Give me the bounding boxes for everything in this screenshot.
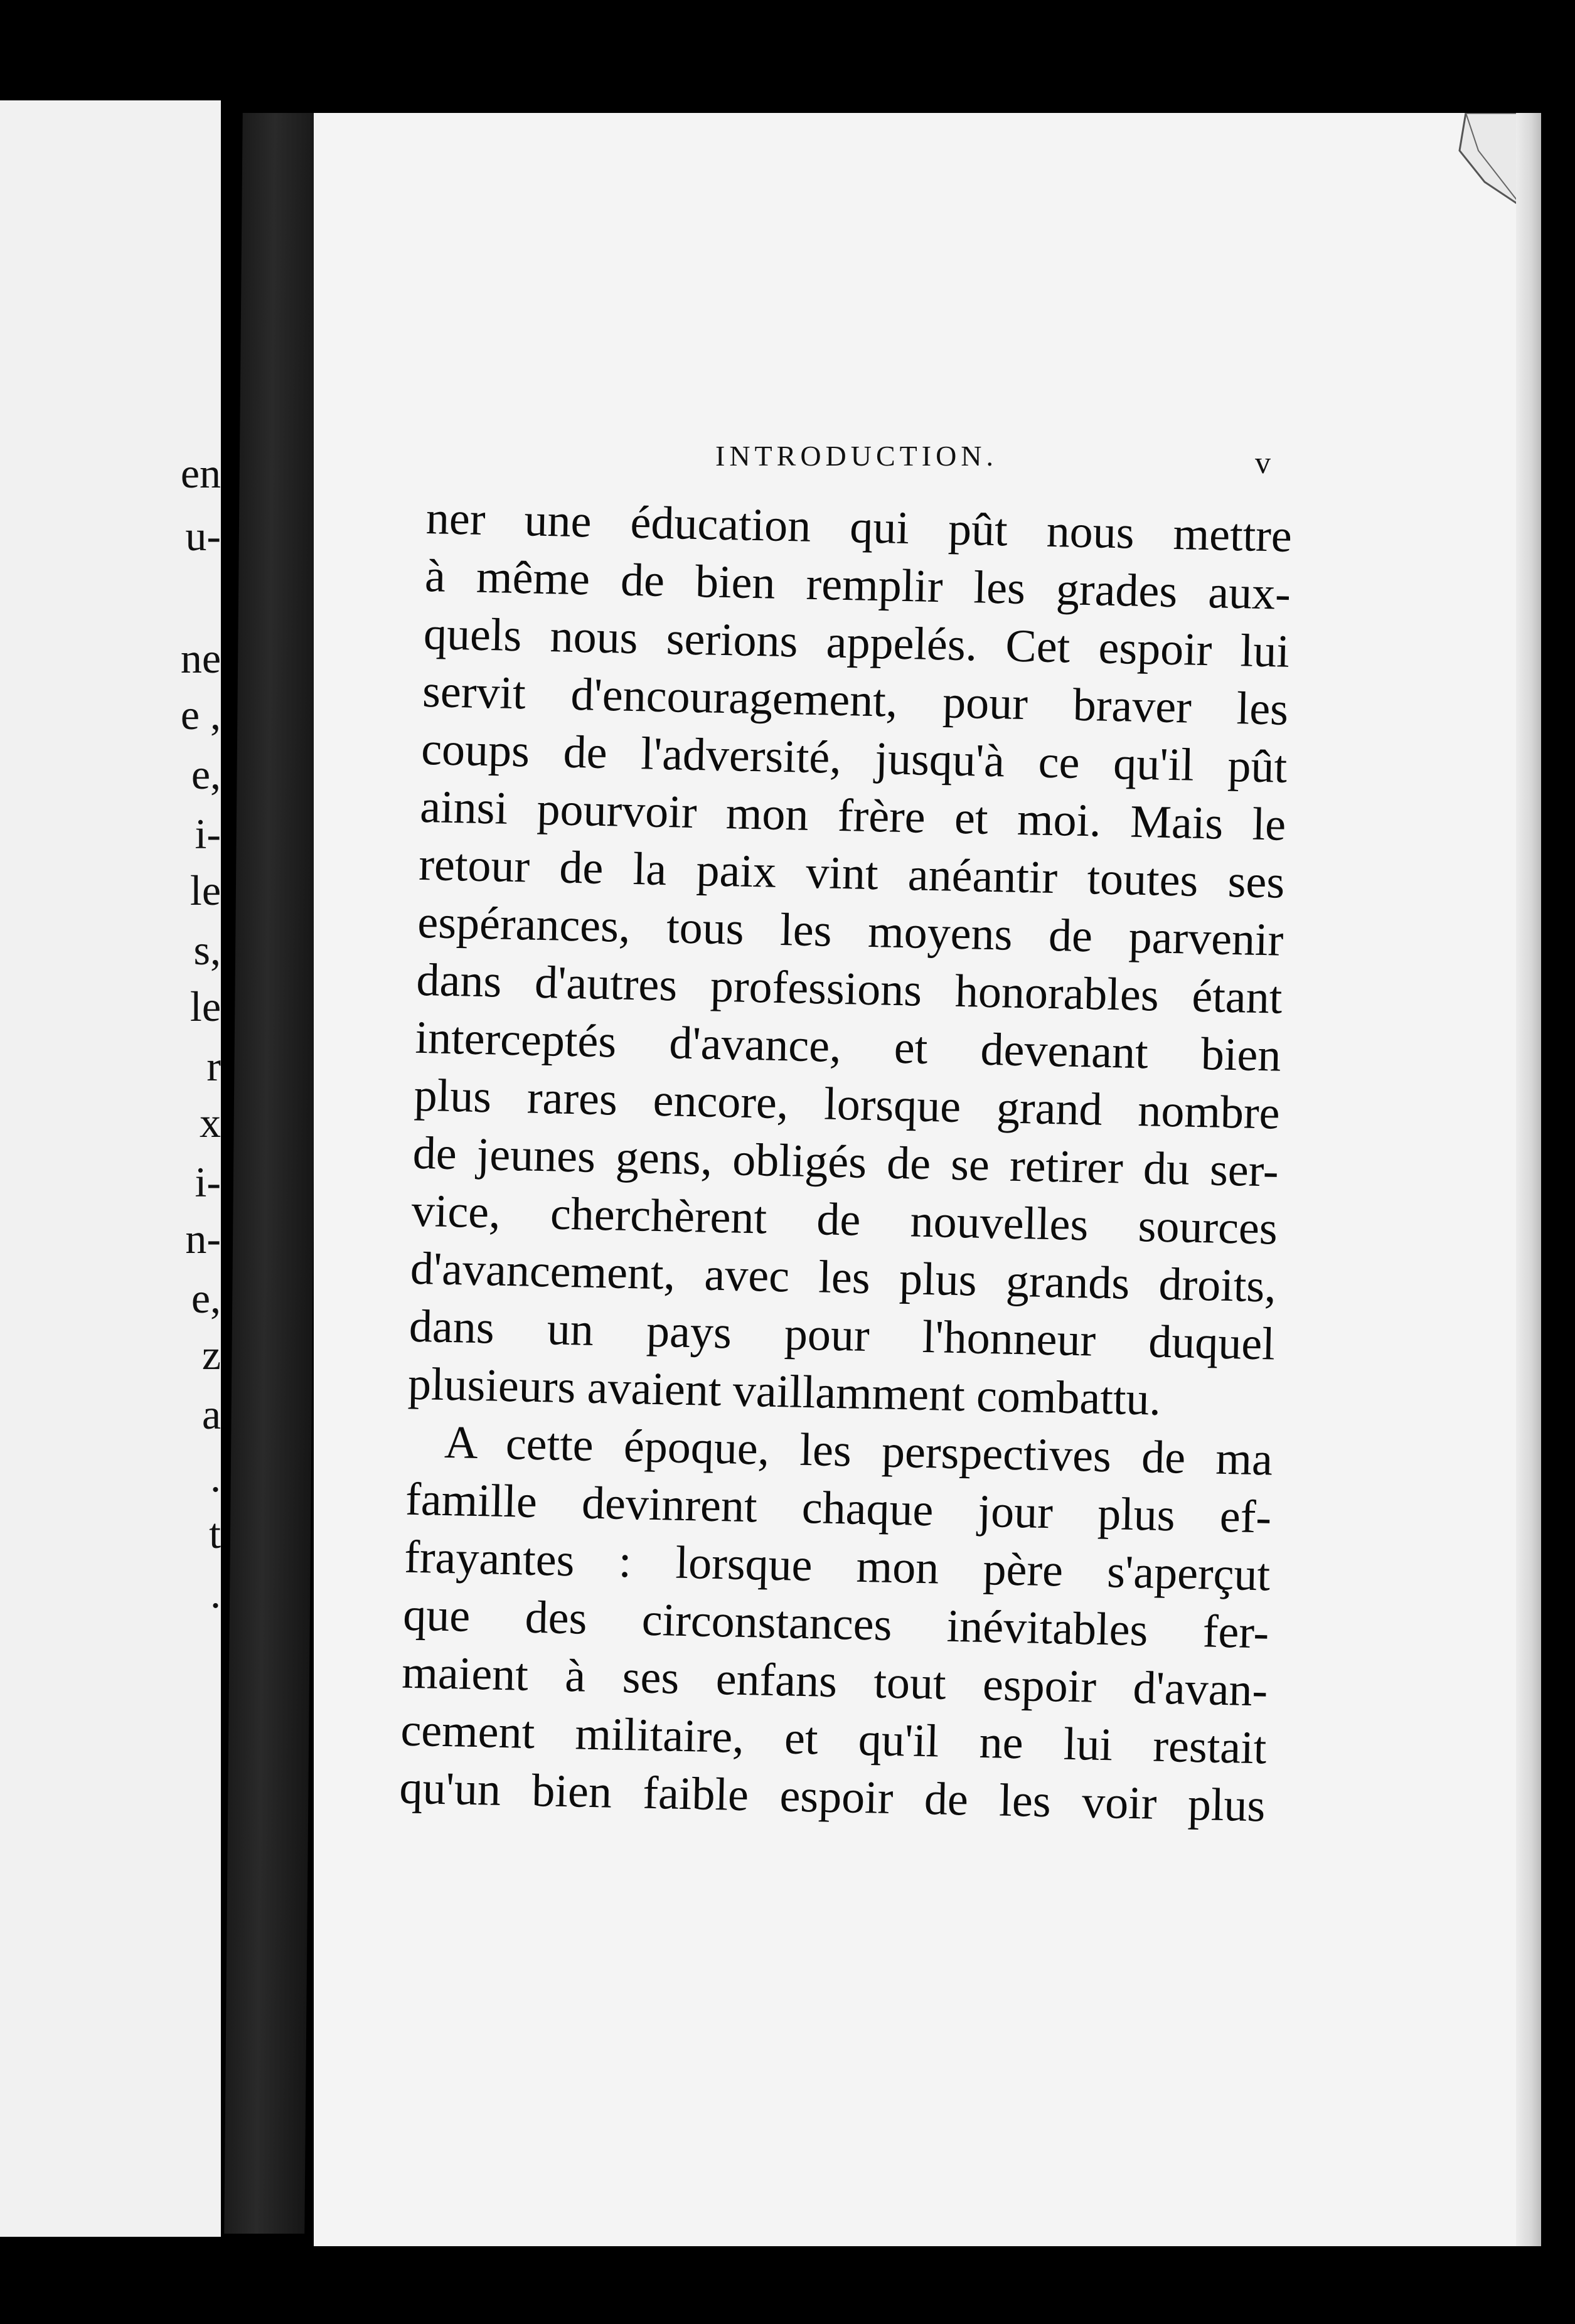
left-page xyxy=(0,100,221,2237)
text-line: A cette époque, les perspectives de ma xyxy=(444,1416,1273,1486)
text-line: qu'un bien faible espoir de les voir plus xyxy=(398,1762,1266,1832)
left-fragment: t xyxy=(209,1510,221,1557)
page-number: v xyxy=(1255,445,1271,480)
text-line: cement militaire, et qu'il ne lui restait xyxy=(400,1704,1268,1774)
left-fragment: en xyxy=(180,449,221,497)
left-fragment: le xyxy=(190,983,221,1030)
text-line: dans un pays pour l'honneur duquel xyxy=(408,1300,1276,1370)
text-line: ner une éducation qui pût nous mettre xyxy=(425,492,1293,562)
text-line: maient à ses enfans tout espoir d'avan- xyxy=(401,1646,1269,1717)
text-line: servit d'encouragement, pour braver les xyxy=(422,665,1289,735)
paragraph xyxy=(399,1413,1273,1835)
running-head: INTRODUCTION. xyxy=(715,440,998,472)
right-page xyxy=(314,113,1541,2246)
text-line: interceptés d'avance, et devenant bien xyxy=(414,1011,1282,1082)
text-line: ainsi pourvoir mon frère et moi. Mais le xyxy=(419,781,1286,851)
text-line: de jeunes gens, obligés de se retirer du ser- xyxy=(412,1127,1279,1197)
left-fragment: a xyxy=(201,1390,221,1438)
text-line: dans d'autres professions honorables étant xyxy=(415,954,1283,1024)
text-line: plusieurs avaient vaillamment combattu. xyxy=(407,1358,1161,1426)
text-line: retour de la paix vint anéantir toutes ses xyxy=(418,838,1286,909)
text-line: frayantes : lorsque mon père s'aperçut xyxy=(403,1531,1271,1601)
left-fragment: e, xyxy=(191,1274,221,1322)
left-fragment: r xyxy=(206,1042,221,1090)
text-line: espérances, tous les moyens de parvenir xyxy=(417,896,1284,966)
left-fragment: i- xyxy=(195,810,221,858)
left-fragment: . xyxy=(210,1453,221,1501)
left-page-text-fragments xyxy=(8,100,221,2237)
text-line: que des circonstances inévitables fer- xyxy=(402,1589,1269,1659)
text-line: d'avancement, avec les plus grands droits, xyxy=(410,1242,1277,1313)
left-fragment: s, xyxy=(193,926,221,974)
left-fragment: . xyxy=(210,1569,221,1617)
left-fragment: u- xyxy=(185,512,221,560)
text-line: vice, cherchèrent de nouvelles sources xyxy=(411,1185,1278,1255)
text-line: plus rares encore, lorsque grand nombre xyxy=(413,1069,1281,1139)
left-fragment: n- xyxy=(185,1215,221,1262)
left-fragment: i- xyxy=(195,1158,221,1206)
text-line: famille devinrent chaque jour plus ef- xyxy=(405,1473,1272,1543)
page-edge xyxy=(1516,113,1541,2246)
text-line: quels nous serions appelés. Cet espoir lui xyxy=(423,607,1290,678)
left-fragment: z xyxy=(201,1331,221,1378)
left-fragment: e , xyxy=(180,691,221,738)
body-text xyxy=(399,489,1293,1835)
paragraph xyxy=(407,489,1293,1431)
text-line: à même de bien remplir les grades aux- xyxy=(424,550,1291,620)
text-line: coups de l'adversité, jusqu'à ce qu'il pût xyxy=(420,723,1288,793)
left-fragment: ne xyxy=(180,634,221,682)
left-fragment: le xyxy=(190,866,221,914)
page-header xyxy=(314,439,1541,496)
left-fragment: x xyxy=(200,1099,221,1146)
left-fragment: e, xyxy=(191,750,221,798)
